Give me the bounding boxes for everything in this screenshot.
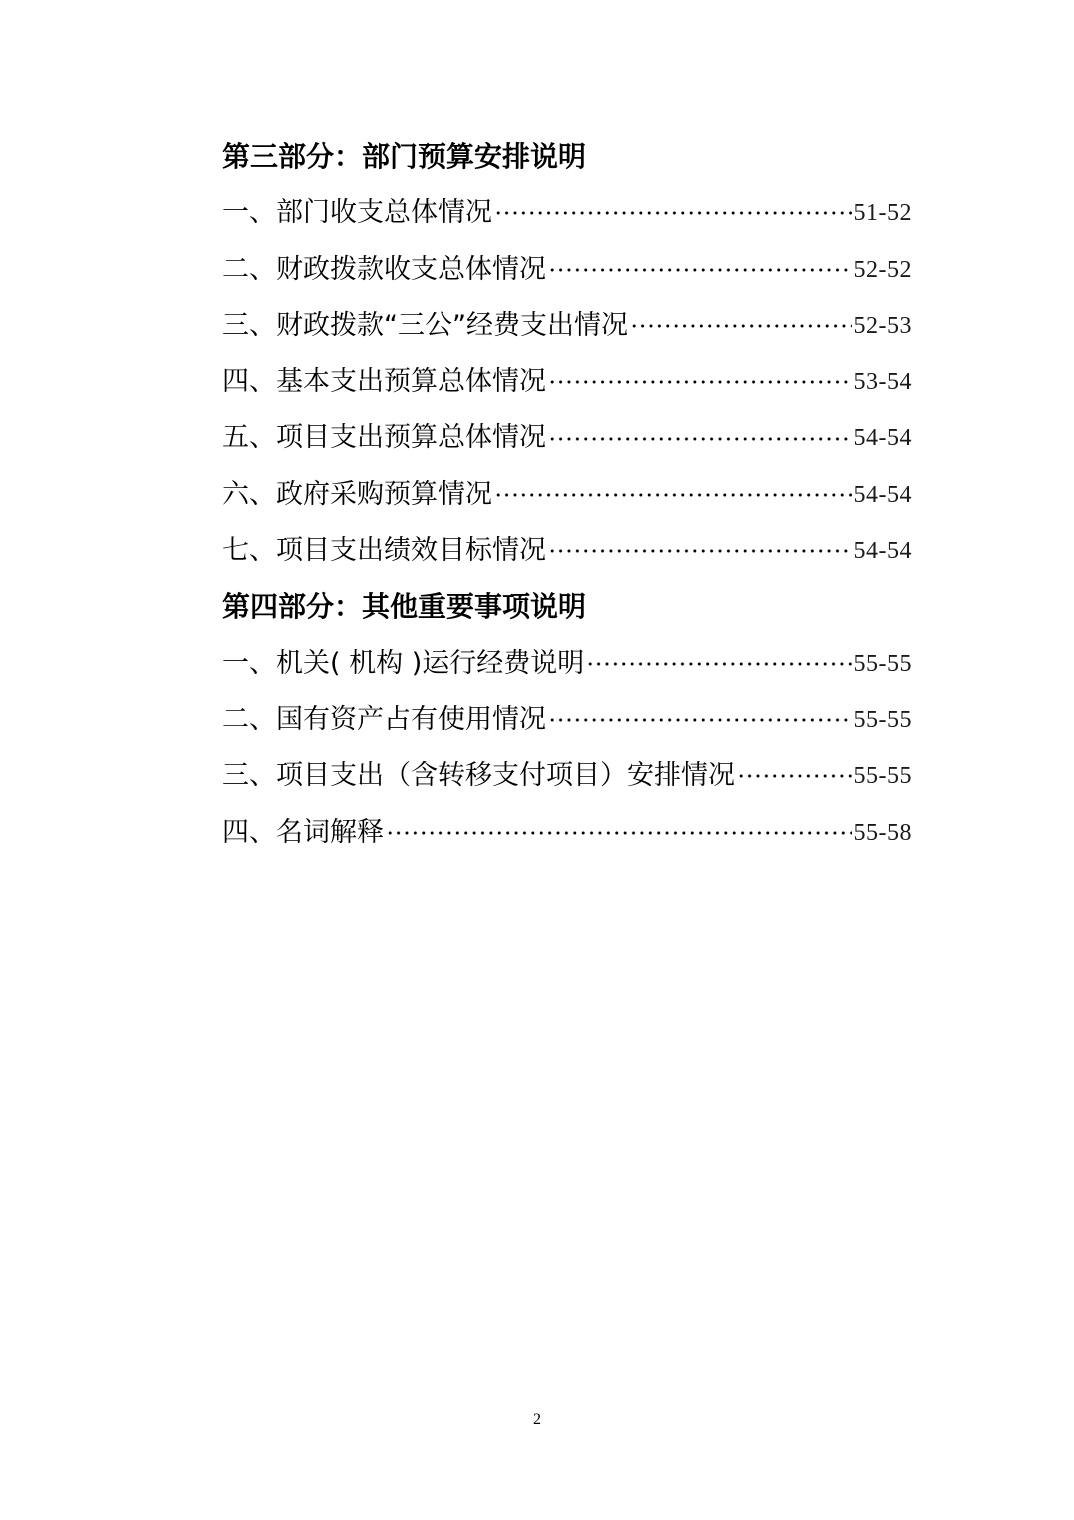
- toc-entry: [222, 692, 912, 748]
- toc-entry: [222, 185, 912, 241]
- toc-entry-pages: 51-52: [853, 200, 912, 227]
- page-number: 2: [533, 1411, 541, 1428]
- toc-entry-pages: 53-54: [853, 369, 912, 396]
- toc-entry-pages: 55-55: [853, 706, 912, 733]
- toc-entry-title: 二、财政拨款收支总体情况: [222, 253, 546, 285]
- leader-dots: [548, 547, 852, 555]
- toc-entry-pages: 54-54: [853, 538, 912, 565]
- leader-dots: [548, 435, 852, 443]
- leader-dots: [548, 266, 852, 274]
- toc-entry-title: 三、财政拨款“三公”经费支出情况: [222, 309, 628, 341]
- leader-dots: [737, 772, 852, 780]
- table-of-contents: [222, 129, 912, 861]
- leader-dots: [548, 378, 852, 386]
- toc-entry-pages: 54-54: [853, 481, 912, 508]
- toc-entry: [222, 523, 912, 579]
- toc-entry: [222, 242, 912, 298]
- toc-entry: [222, 636, 912, 692]
- toc-entry: [222, 748, 912, 804]
- leader-dots: [494, 209, 852, 217]
- leader-dots: [386, 829, 852, 837]
- toc-entry-title: 二、国有资产占有使用情况: [222, 703, 546, 735]
- toc-entry-title: 五、项目支出预算总体情况: [222, 422, 546, 454]
- section-heading: 第三部分：部门预算安排说明: [222, 140, 587, 173]
- toc-entry-title: 四、基本支出预算总体情况: [222, 366, 546, 398]
- toc-entry: [222, 467, 912, 523]
- section-heading: 第四部分：其他重要事项说明: [222, 590, 587, 624]
- toc-entry-pages: 54-54: [853, 425, 912, 452]
- toc-entry-title: 三、项目支出（含转移支付项目）安排情况: [222, 760, 735, 792]
- toc-entry-title: 六、政府采购预算情况: [222, 478, 492, 510]
- toc-entry-pages: 55-58: [853, 819, 912, 846]
- toc-entry-title: 七、项目支出绩效目标情况: [222, 535, 546, 567]
- toc-entry-title: 一、部门收支总体情况: [222, 197, 492, 229]
- leader-dots: [586, 660, 851, 668]
- toc-entry: [222, 298, 912, 354]
- leader-dots: [494, 491, 852, 499]
- toc-entry-pages: 52-52: [853, 256, 912, 283]
- toc-entry-pages: 55-55: [853, 650, 912, 677]
- leader-dots: [548, 716, 852, 724]
- toc-entry-pages: 55-55: [853, 763, 912, 790]
- toc-entry-title: 四、名词解释: [222, 816, 384, 848]
- toc-entry: [222, 354, 912, 410]
- toc-entry-title: 一、机关( 机构 )运行经费说明: [222, 647, 585, 679]
- toc-entry: [222, 410, 912, 466]
- leader-dots: [630, 322, 852, 330]
- toc-entry: [222, 805, 912, 861]
- toc-entry-pages: 52-53: [853, 312, 912, 339]
